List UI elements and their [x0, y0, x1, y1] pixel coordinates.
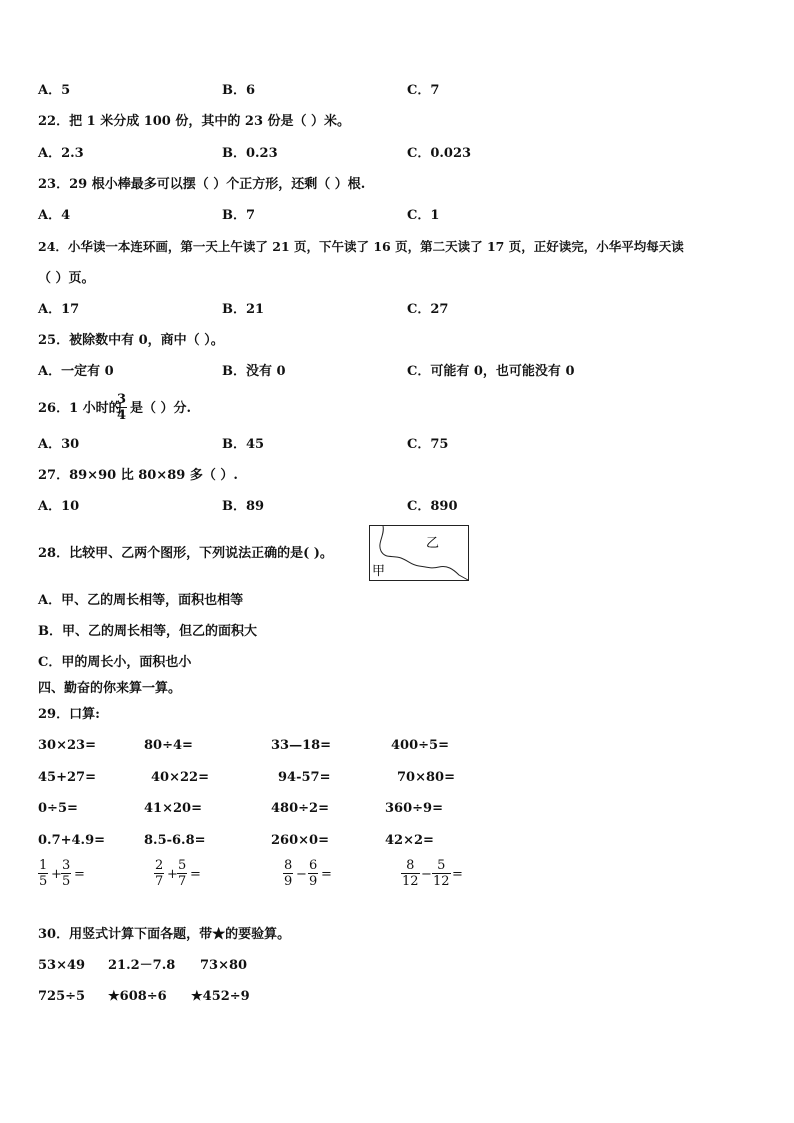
q30-question: 30．用竖式计算下面各题，带★的要验算。: [38, 927, 291, 942]
q29-item: 8.5-6.8=: [144, 833, 206, 848]
fraction-denominator: 12: [402, 874, 419, 889]
q26-option-c[interactable]: C．75: [407, 437, 449, 452]
figure-label-yi: 乙: [426, 536, 440, 551]
q26-option-a[interactable]: A．30: [38, 437, 80, 452]
figure-label-jia: 甲: [372, 564, 386, 579]
q29-item: 30×23=: [38, 738, 96, 753]
q29-fraction: [38, 858, 48, 889]
q25-question: 25．被除数中有 0，商中（ ）。: [38, 333, 224, 348]
q26-option-b[interactable]: B．45: [222, 437, 265, 452]
q21-option-c[interactable]: C．7: [407, 83, 440, 98]
fraction-equals: =: [452, 867, 463, 882]
q27-option-a[interactable]: A．10: [38, 499, 80, 514]
q29-item: 80÷4=: [144, 738, 193, 753]
q29-item: 70×80=: [397, 770, 455, 785]
figure-dividing-curve: [380, 526, 468, 580]
q29-item: 0÷5=: [38, 801, 78, 816]
q29-fraction: [308, 858, 318, 889]
q29-item: 480÷2=: [271, 801, 329, 816]
fraction-denominator: 5: [39, 874, 48, 889]
q24-question-line1: 24．小华读一本连环画，第一天上午读了 21 页，下午读了 16 页，第二天读了 17 页，正好读完，小华平均每天读: [38, 239, 684, 254]
q30-item: ★452÷9: [191, 989, 250, 1004]
q25-option-b[interactable]: B．没有 0: [222, 364, 286, 379]
q21-option-b[interactable]: B．6: [222, 83, 256, 98]
q22-question: 22．把 1 米分成 100 份，其中的 23 份是（ ）米。: [38, 114, 351, 129]
fraction-operator: +: [51, 867, 62, 882]
q27-question: 27．89×90 比 80×89 多（ ）.: [38, 468, 238, 483]
fraction-numerator: 1: [39, 858, 48, 873]
q29-fraction: [432, 858, 451, 889]
fraction-numerator: 3: [62, 858, 71, 873]
q28-option-c[interactable]: C．甲的周长小，面积也小: [38, 655, 192, 670]
q23-option-b[interactable]: B．7: [222, 208, 256, 223]
q29-fraction: [61, 858, 71, 889]
q30-item: 725÷5: [38, 989, 86, 1004]
q29-item: 41×20=: [144, 801, 202, 816]
q30-item: 21.2－7.8: [108, 958, 176, 973]
q25-option-c[interactable]: C．可能有 0，也可能没有 0: [407, 364, 575, 379]
fraction-numerator: 2: [155, 858, 164, 873]
fraction-equals: =: [321, 867, 332, 882]
q29-item: 360÷9=: [385, 801, 443, 816]
q29-item: 45+27=: [38, 770, 96, 785]
fraction-denominator: 7: [178, 874, 187, 889]
fraction-denominator: 12: [433, 874, 450, 889]
q28-option-b[interactable]: B．甲、乙的周长相等，但乙的面积大: [38, 624, 257, 639]
q30-item: 53×49: [38, 958, 86, 973]
q27-option-c[interactable]: C．890: [407, 499, 458, 514]
q29-label: 29．口算:: [38, 707, 100, 722]
q29-fraction: [177, 858, 187, 889]
fraction-operator: −: [421, 867, 432, 882]
q22-option-c[interactable]: C．0.023: [407, 146, 472, 161]
q21-option-a[interactable]: A．5: [38, 83, 71, 98]
q29-item: 0.7+4.9=: [38, 833, 106, 848]
q29-item: 94-57=: [278, 770, 331, 785]
q29-fraction: [401, 858, 420, 889]
q29-item: 40×22=: [151, 770, 209, 785]
q27-option-b[interactable]: B．89: [222, 499, 265, 514]
fraction-numerator: 8: [401, 858, 420, 874]
fraction-numerator: 6: [309, 858, 318, 873]
fraction-denominator: 7: [155, 874, 164, 889]
fraction-denominator: 9: [309, 874, 318, 889]
q29-item: 400÷5=: [391, 738, 449, 753]
q29-fraction: [154, 858, 164, 889]
q28-figure-shapes: [369, 525, 469, 581]
q28-question: 28．比较甲、乙两个图形，下列说法正确的是( )。: [38, 546, 333, 561]
q26-fraction-numerator: 3: [117, 392, 127, 407]
q29-item: 42×2=: [385, 833, 434, 848]
q30-item: 73×80: [200, 958, 248, 973]
q26-fraction: [116, 392, 127, 423]
q26-question-prefix: 26．1 小时的: [38, 401, 122, 416]
fraction-denominator: 9: [284, 874, 293, 889]
q24-option-a[interactable]: A．17: [38, 302, 80, 317]
q23-option-c[interactable]: C．1: [407, 208, 440, 223]
q26-fraction-denominator: 4: [117, 408, 127, 423]
fraction-numerator: 5: [178, 858, 187, 873]
fraction-numerator: 8: [284, 858, 293, 873]
q23-option-a[interactable]: A．4: [38, 208, 71, 223]
fraction-numerator: 5: [432, 858, 451, 874]
q24-question-line2: （ ）页。: [38, 271, 95, 286]
section-4-title: 四、勤奋的你来算一算。: [38, 681, 182, 696]
fraction-denominator: 5: [62, 874, 71, 889]
q24-option-c[interactable]: C．27: [407, 302, 449, 317]
q22-option-a[interactable]: A．2.3: [38, 146, 84, 161]
q24-option-b[interactable]: B．21: [222, 302, 265, 317]
q25-option-a[interactable]: A．一定有 0: [38, 364, 114, 379]
fraction-operator: −: [296, 867, 307, 882]
q28-option-a[interactable]: A．甲、乙的周长相等，面积也相等: [38, 593, 244, 608]
q26-question-suffix: 是（ ）分.: [130, 401, 192, 416]
q29-item: 33—18=: [271, 738, 332, 753]
fraction-operator: +: [167, 867, 178, 882]
fraction-equals: =: [190, 867, 201, 882]
fraction-equals: =: [74, 867, 85, 882]
q29-fraction: [283, 858, 293, 889]
q30-item: ★608÷6: [108, 989, 167, 1004]
q23-question: 23．29 根小棒最多可以摆（ ）个正方形，还剩（ ）根.: [38, 177, 366, 192]
q22-option-b[interactable]: B．0.23: [222, 146, 278, 161]
q29-item: 260×0=: [271, 833, 329, 848]
